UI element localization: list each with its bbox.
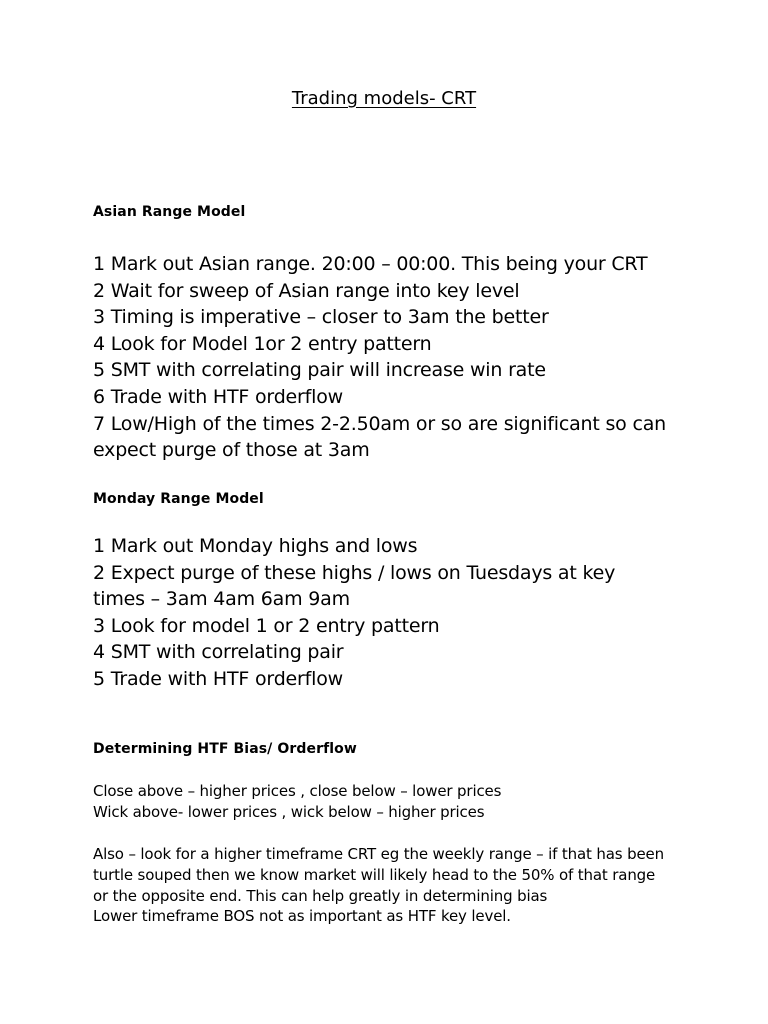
list-item: 1 Mark out Monday highs and lows — [93, 535, 418, 557]
list-item: 4 Look for Model 1or 2 entry pattern — [93, 332, 432, 355]
list-item: 6 Trade with HTF orderflow — [93, 385, 343, 408]
list-item: 3 Look for model 1 or 2 entry pattern — [93, 614, 440, 637]
monday-range-steps — [93, 533, 693, 693]
htf-bias-rules — [93, 781, 693, 823]
rule-line: Wick above- lower prices , wick below – higher prices — [93, 802, 485, 821]
htf-bias-notes — [93, 844, 673, 927]
list-item: 5 Trade with HTF orderflow — [93, 667, 343, 690]
section-heading-monday-range: Monday Range Model — [93, 491, 264, 507]
asian-range-steps — [93, 251, 693, 464]
section-heading-asian-range: Asian Range Model — [93, 204, 246, 220]
note-paragraph: Lower timeframe BOS not as important as HTF key level. — [93, 907, 511, 926]
list-item: 1 Mark out Asian range. 20:00 – 00:00. This being your CRT — [93, 253, 648, 275]
document-title: Trading models- CRT — [291, 88, 477, 109]
list-item: 2 Expect purge of these highs / lows on Tuesdays at key times – 3am 4am 6am 9am — [93, 561, 616, 611]
list-item: 5 SMT with correlating pair will increase win rate — [93, 359, 546, 382]
note-paragraph: Also – look for a higher timeframe CRT eg the weekly range – if that has been turtle souped then we know market will likely head to the 50% of that range or the opposite end. This can help greatly in determining bias — [93, 845, 664, 905]
list-item: 7 Low/High of the times 2-2.50am or so are significant so can expect purge of those at 3am — [93, 412, 666, 462]
rule-line: Close above – higher prices , close below – lower prices — [93, 782, 502, 800]
section-heading-htf-bias: Determining HTF Bias/ Orderflow — [93, 741, 357, 757]
list-item: 4 SMT with correlating pair — [93, 641, 344, 664]
list-item: 3 Timing is imperative – closer to 3am the better — [93, 306, 549, 329]
list-item: 2 Wait for sweep of Asian range into key level — [93, 279, 520, 302]
